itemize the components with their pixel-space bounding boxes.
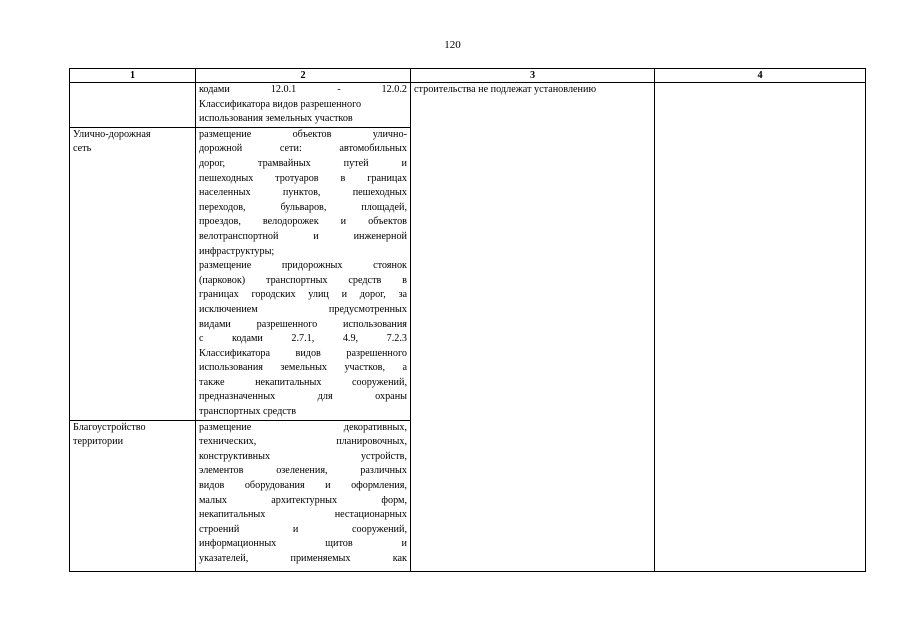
- cell-use-type: [70, 83, 196, 128]
- text-line: указателей, применяемых как: [199, 553, 407, 564]
- page-number: 120: [444, 39, 461, 51]
- cell-description: [196, 420, 411, 571]
- cell-description: [196, 83, 411, 128]
- text-line: исключением предусмотренных: [199, 303, 407, 315]
- text-line: с кодами 2.7.1, 4.9, 7.2.3: [199, 333, 407, 345]
- text-line: велотранспортной и инженерной: [199, 230, 407, 242]
- text-line: использования земельных участков, а: [199, 362, 407, 374]
- text-line: малых архитектурных форм,: [199, 494, 407, 506]
- text-line: также некапитальных сооружений,: [199, 376, 407, 388]
- text-line: территории: [73, 436, 124, 448]
- table-row: [70, 83, 866, 128]
- text-line: видов оборудования и оформления,: [199, 480, 407, 492]
- column-header: 1: [70, 69, 196, 83]
- text-line: дорожной сети: автомобильных: [199, 143, 407, 155]
- document-table: [69, 68, 866, 572]
- text-line: дорог, трамвайных путей и: [199, 157, 407, 169]
- text-line: населенных пунктов, пешеходных: [199, 187, 407, 199]
- text-line: переходов, бульваров, площадей,: [199, 201, 407, 213]
- text-line: кодами 12.0.1 - 12.0.2: [199, 84, 407, 95]
- text-line: сеть: [73, 143, 92, 155]
- text-line: размещение придорожных стоянок: [199, 260, 407, 272]
- text-line: транспортных средств: [199, 406, 297, 418]
- text-line: размещение декоративных,: [199, 421, 407, 433]
- text-line: размещение объектов улично-: [199, 128, 407, 140]
- text-line: информационных щитов и: [199, 538, 407, 550]
- text-line: проездов, велодорожек и объектов: [199, 216, 407, 228]
- cell-use-type: [70, 420, 196, 571]
- text-line: Благоустройство: [73, 421, 146, 433]
- column-header: 2: [196, 69, 411, 83]
- text-line: пешеходных тротуаров в границах: [199, 172, 407, 184]
- text-line: строительства не подлежат установлению: [414, 84, 597, 95]
- text-line: (парковок) транспортных средств в: [199, 274, 407, 286]
- cell-use-type: [70, 127, 196, 420]
- cell-description: [196, 127, 411, 420]
- text-line: Классификатора видов разрешенного: [199, 98, 362, 110]
- text-line: Улично-дорожная: [73, 128, 151, 140]
- text-line: некапитальных нестационарных: [199, 509, 407, 521]
- table-header-row: [70, 69, 866, 83]
- column-header: 4: [655, 69, 866, 83]
- text-line: предназначенных для охраны: [199, 391, 407, 403]
- text-line: использования земельных участков: [199, 113, 353, 125]
- cell-parameters: [411, 83, 655, 572]
- column-header: 3: [411, 69, 655, 83]
- text-line: элементов озеленения, различных: [199, 465, 407, 477]
- text-line: видами разрешенного использования: [199, 318, 407, 330]
- text-line: строений и сооружений,: [199, 523, 407, 535]
- text-line: инфраструктуры;: [199, 245, 275, 257]
- text-line: границах городских улиц и дорог, за: [199, 289, 407, 301]
- text-line: Классификатора видов разрешенного: [199, 347, 407, 359]
- text-line: конструктивных устройств,: [199, 450, 407, 462]
- text-line: технических, планировочных,: [199, 436, 407, 448]
- cell-notes: [655, 83, 866, 572]
